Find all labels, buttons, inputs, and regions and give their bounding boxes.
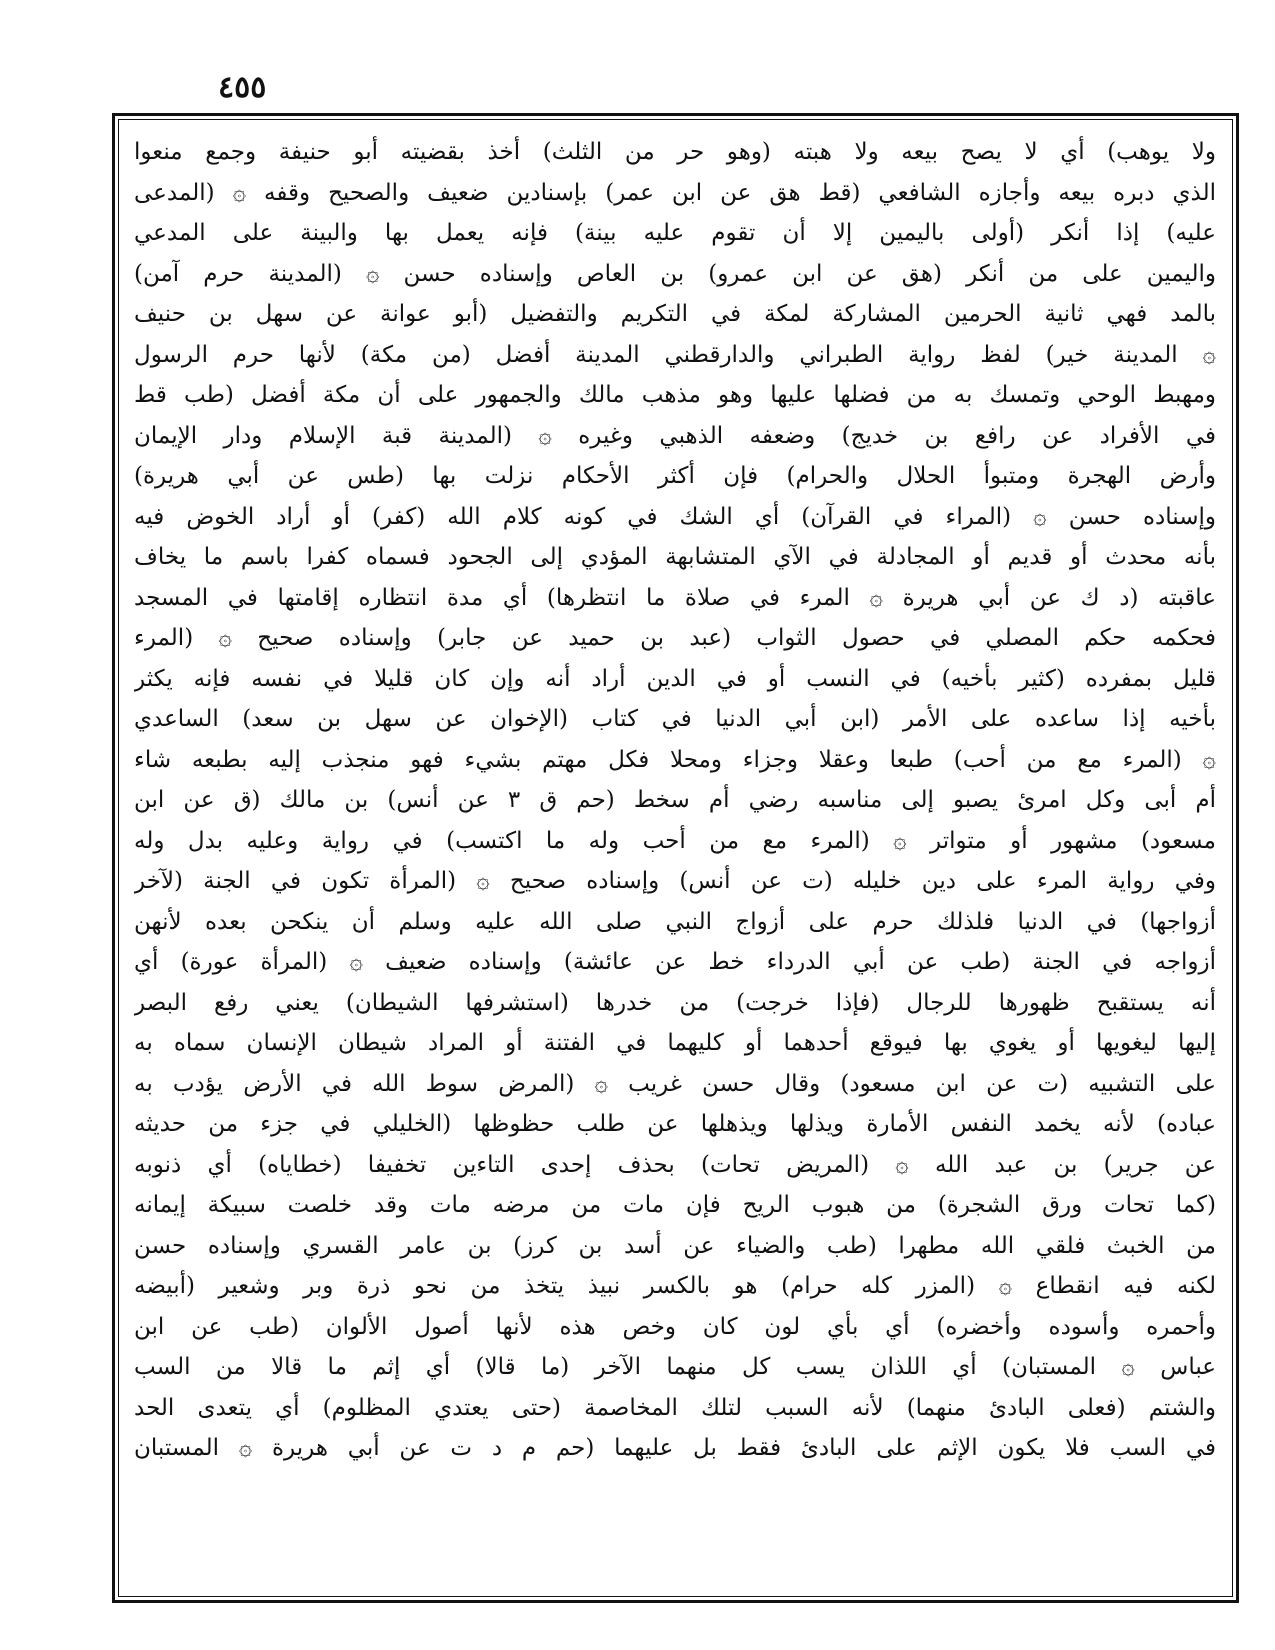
text-line: ولا يوهب) أي لا يصح بيعه ولا هبته (وهو حر من الثلث) أخذ بقضيته أبو حنيفة وجمع منعوا — [134, 139, 1216, 165]
text-line: بأنه محدث أو قديم أو المجادلة في الآي المتشابهة المؤدي إلى الجحود فسماه كفرا باسم ما يخاف — [134, 544, 1216, 570]
text-line: عباده) لأنه يخمد النفس الأمارة ويذلها ويذهلها عن طلب حظوظها (الخليلي في جزء من حديثه — [134, 1111, 1216, 1137]
text-line: الذي دبره بيعه وأجازه الشافعي (قط هق عن ابن عمر) بإسنادين ضعيف والصحيح وقفه ۞ (المدعى — [134, 179, 1216, 206]
text-line: أم أبى وكل امرئ يصبو إلى مناسبه رضي أم سخط (حم ق ٣ عن أنس) بن مالك (ق عن ابن — [134, 787, 1216, 813]
text-line: وأرض الهجرة ومتبوأ الحلال والحرام) فإن أكثر الأحكام نزلت بها (طس عن أبي هريرة) — [134, 463, 1216, 489]
text-line: عاقبته (د ك عن أبي هريرة ۞ المرء في صلاة ما انتظرها) أي مدة انتظاره إقامتها في المسجد — [134, 584, 1216, 611]
text-line: فحكمه حكم المصلي في حصول الثواب (عبد بن حميد عن جابر) وإسناده صحيح ۞ (المرء — [134, 625, 1216, 651]
text-line: عن جرير) بن عبد الله ۞ (المريض تحات) بحذف إحدى التاءين تخفيفا (خطاياه) أي ذنوبه — [134, 1151, 1216, 1178]
text-line: وأحمره وأسوده وأخضره) أي بأي لون كان وخص هذه لأنها أصول الألوان (طب عن ابن — [134, 1313, 1216, 1340]
text-line: بالمد فهي ثانية الحرمين المشاركة لمكة في التكريم والتفضيل (أبو عوانة عن سهل بن حنيف — [134, 301, 1216, 327]
text-line: واليمين على من أنكر (هق عن ابن عمرو) بن العاص وإسناده حسن ۞ (المدينة حرم آمن) — [134, 260, 1216, 287]
text-line: وإسناده حسن ۞ (المراء في القرآن) أي الشك في كونه كلام الله (كفر) أو أراد الخوض فيه — [134, 503, 1216, 530]
text-line: عباس ۞ المستبان) أي اللذان يسب كل منهما الآخر (ما قالا) أي إثم ما قالا من السب — [134, 1354, 1216, 1380]
text-line: قليل بمفرده (كثير بأخيه) في النسب أو في الدين أراد أنه وإن كان قليلا في نفسه فإنه يكثر — [134, 665, 1216, 692]
page-number: ٤٥٥ — [218, 70, 267, 105]
text-line: عليه) إذا أنكر (أولى باليمين إلا أن تقوم عليه بينة) فإنه يعمل بها والبينة على المدعي — [134, 220, 1216, 246]
text-body — [134, 132, 1216, 1592]
text-line: بأخيه إذا ساعده على الأمر (ابن أبي الدنيا في كتاب (الإخوان عن سهل بن سعد) الساعدي — [134, 706, 1216, 732]
text-line: وفي رواية المرء على دين خليله (ت عن أنس) وإسناده صحيح ۞ (المرأة تكون في الجنة (لآخر — [134, 868, 1216, 894]
text-line: ومهبط الوحي وتمسك به من فضلها عليها وهو مذهب مالك والجمهور على أن مكة أفضل (طب قط — [134, 382, 1216, 408]
text-line: أزواجه في الجنة (طب عن أبي الدرداء خط عن عائشة) وإسناده ضعيف ۞ (المرأة عورة) أي — [134, 949, 1216, 975]
text-line: لكنه فيه انقطاع ۞ (المزر كله حرام) هو بالكسر نبيذ يتخذ من نحو ذرة وبر وشعير (أبيضه — [134, 1273, 1216, 1299]
text-line: أزواجها) في الدنيا فلذلك حرم على أزواج النبي صلى الله عليه وسلم أن ينكحن بعده لأنهن — [134, 908, 1216, 935]
text-line: ۞ المدينة خير) لفظ رواية الطبراني والدارقطني المدينة أفضل (من مكة) لأنها حرم الرسول — [134, 341, 1216, 368]
text-line: في السب فلا يكون الإثم على البادئ فقط بل عليهما (حم م د ت عن أبي هريرة ۞ المستبان — [134, 1435, 1216, 1461]
text-line: (كما تحات ورق الشجرة) من هبوب الريح فإن مات من مرضه مات وقد خلصت سبيكة إيمانه — [134, 1192, 1216, 1218]
text-line: أنه يستقبح ظهورها للرجال (فإذا خرجت) من خدرها (استشرفها الشيطان) يعني رفع البصر — [134, 989, 1216, 1016]
text-line: مسعود) مشهور أو متواتر ۞ (المرء مع من أحب وله ما اكتسب) في رواية وعليه بدل وله — [134, 827, 1216, 854]
text-line: والشتم (فعلى البادئ منهما) لأنه السبب لتلك المخاصمة (حتى يعتدي المظلوم) أي يتعدى الحد — [134, 1394, 1216, 1421]
text-line: إليها ليغويها أو يغوي بها فيوقع أحدهما أو كليهما في الفتنة أو المراد شيطان الإنسان سماه به — [134, 1030, 1216, 1056]
text-line: من الخبث فلقي الله مطهرا (طب والضياء عن أسد بن كرز) بن عامر القسري وإسناده حسن — [134, 1232, 1216, 1259]
text-line: ۞ (المرء مع من أحب) طبعا وعقلا وجزاء ومحلا فكل مهتم بشيء فهو منجذب إليه بطبعه شاء — [134, 746, 1216, 773]
text-line: في الأفراد عن رافع بن خديج) وضعفه الذهبي وغيره ۞ (المدينة قبة الإسلام ودار الإيمان — [134, 422, 1216, 449]
text-line: على التشبيه (ت عن ابن مسعود) وقال حسن غريب ۞ (المرض سوط الله في الأرض يؤدب به — [134, 1070, 1216, 1097]
